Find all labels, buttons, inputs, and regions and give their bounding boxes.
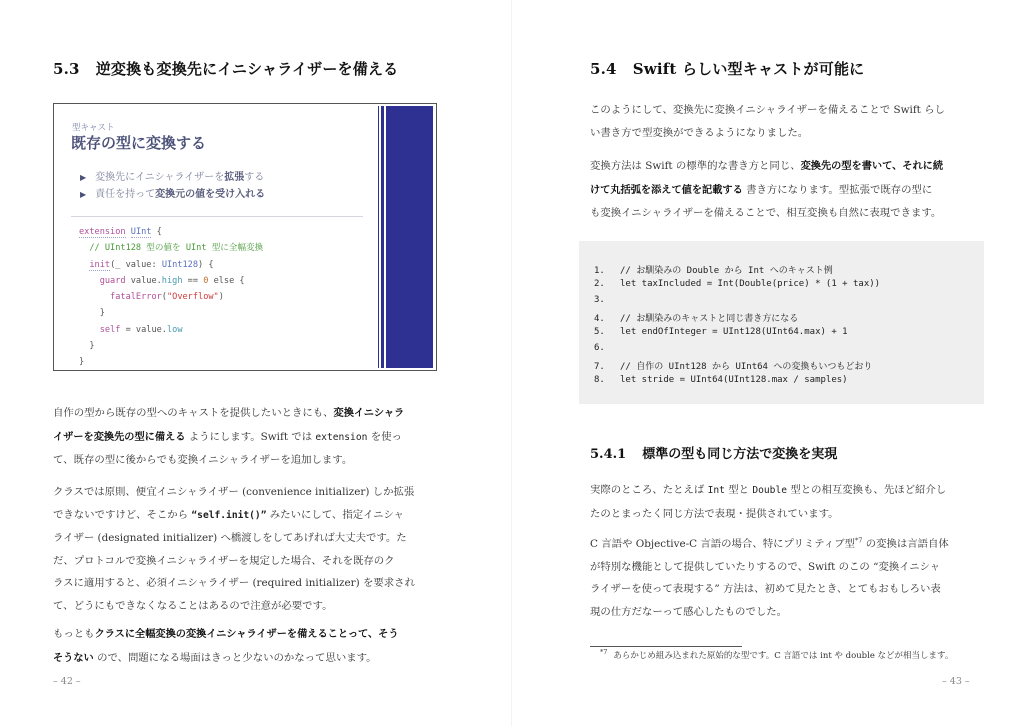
code-line: self = value.low <box>99 324 183 335</box>
code-line: } <box>99 308 105 319</box>
right-page <box>512 0 1024 726</box>
subsection-title: 標準の型も同じ方法で変換を実現 <box>642 447 838 462</box>
code-line: 5. let endOfInteger = UInt128(UInt64.max) + 1 <box>594 327 848 337</box>
code-line: 1. // お馴染みの Double から Int へのキャスト例 <box>594 266 833 276</box>
slide-divider <box>71 216 363 217</box>
slide-bullet: ▶ 変換先にイニシャライザーを拡張する <box>80 172 265 183</box>
section-heading <box>53 58 398 79</box>
bullet-triangle-icon: ▶ <box>80 173 87 182</box>
section-title: Swift らしい型キャストが可能に <box>632 60 865 78</box>
body-paragraph: 変換方法は Swift の標準的な書き方と同じ、変換先の型を書いて、それに続 けて丸括弧を添えて値を記載する 書き方になります。型拡張で既存の型に も変換イニシャライザーを備えることで、相互変換も自然に表現できます。 <box>590 160 944 219</box>
page-number: – 43 – <box>942 676 970 687</box>
section-number: 5.4 <box>590 60 617 78</box>
slide-accent-bar <box>378 106 433 368</box>
code-line: fatalError("Overflow") <box>110 292 224 303</box>
code-line: extension UInt { <box>79 227 162 237</box>
subsection-heading <box>590 443 837 462</box>
section-title: 逆変換も変換先にイニシャライザーを備える <box>95 60 399 78</box>
section-number: 5.3 <box>53 60 80 78</box>
footnote-mark: *7 <box>600 648 608 656</box>
body-paragraph: 自作の型から既存の型へのキャストを提供したいときにも、変換イニシャラ イザーを変換先の型に備える ようにします。Swift では extension を使っ て、既存の型に後からでも変換イニシャライザーを追加します。 <box>53 407 405 466</box>
slide-title: 既存の型に変換する <box>71 134 207 152</box>
code-block <box>579 241 984 404</box>
body-paragraph: C 言語や Objective-C 言語の場合、特にプリミティブ型$^{*7}$ の変換は言語自体 が特別な機能として提供していたりするので、Swift のこの “変換イニシャ ライザーを使って表現する” 方法は、初めて見たとき、とてもおもしろい表 現の仕方だなーって感心したものでした。 <box>590 536 949 618</box>
bullet-triangle-icon: ▶ <box>80 190 87 199</box>
body-paragraph: クラスでは原則、便宜イニシャライザー (convenience initializer) しか拡張 できないですけど、そこから “self.init()” みたいにして、指定イニシャ ライザー (designated initializer) へ橋渡しをしてあげれば大丈夫です。た だ、プロトコルで変換イニシャライザーを規定した場合、それを既存のク ラスに適用すると、必須イニシャライザー (required initializer) を要求され て、どうにもできなくなることはあるので注意が必要です。 <box>53 486 415 612</box>
code-line: 8. let stride = UInt64(UInt128.max / samples) <box>594 375 848 385</box>
code-line: guard value.high == 0 else { <box>99 275 245 286</box>
code-line: init(_ value: UInt128) { <box>89 259 214 270</box>
footnote-text: あらかじめ組み込まれた原始的な型です。C 言語では int や double などが相当します。 <box>613 650 954 661</box>
body-paragraph: このようにして、変換先に変換イニシャライザーを備えることで Swift らし い書き方で型変換ができるようになりました。 <box>590 104 945 139</box>
footnote <box>600 648 953 661</box>
subsection-number: 5.4.1 <box>590 447 627 462</box>
body-paragraph: 実際のところ、たとえば Int 型と Double 型との相互変換も、先ほど紹介し たのとまったく同じ方法で表現・提供されています。 <box>590 484 947 520</box>
code-line: 7. // 自作の UInt128 から UInt64 への変換もいつもどおり <box>594 362 873 372</box>
code-line: 2. let taxIncluded = Int(Double(price) * (1 + tax)) <box>594 279 881 289</box>
slide-figure <box>53 103 437 371</box>
body-paragraph: もっともクラスに全幅変換の変換イニシャライザーを備えることって、そう そうない ので、問題になる場面はきっと少ないのかなって思います。 <box>53 628 399 664</box>
slide-subtitle: 型キャスト <box>72 123 115 133</box>
code-line: 4. // お馴染みのキャストと同じ書き方になる <box>594 314 799 324</box>
footnote-divider <box>590 646 742 647</box>
page-number: – 42 – <box>53 676 81 687</box>
slide-code <box>79 224 263 371</box>
slide-bullet-list <box>80 169 265 203</box>
slide-bullet: ▶ 責任を持って変換元の値を受け入れる <box>80 189 266 200</box>
code-line: // UInt128 型の値を UInt 型に全幅変換 <box>89 243 264 254</box>
code-line: } <box>89 341 95 352</box>
code-line: 6. <box>594 343 605 353</box>
code-line: } <box>79 357 85 368</box>
code-line: 3. <box>594 295 605 305</box>
section-heading <box>590 58 864 79</box>
